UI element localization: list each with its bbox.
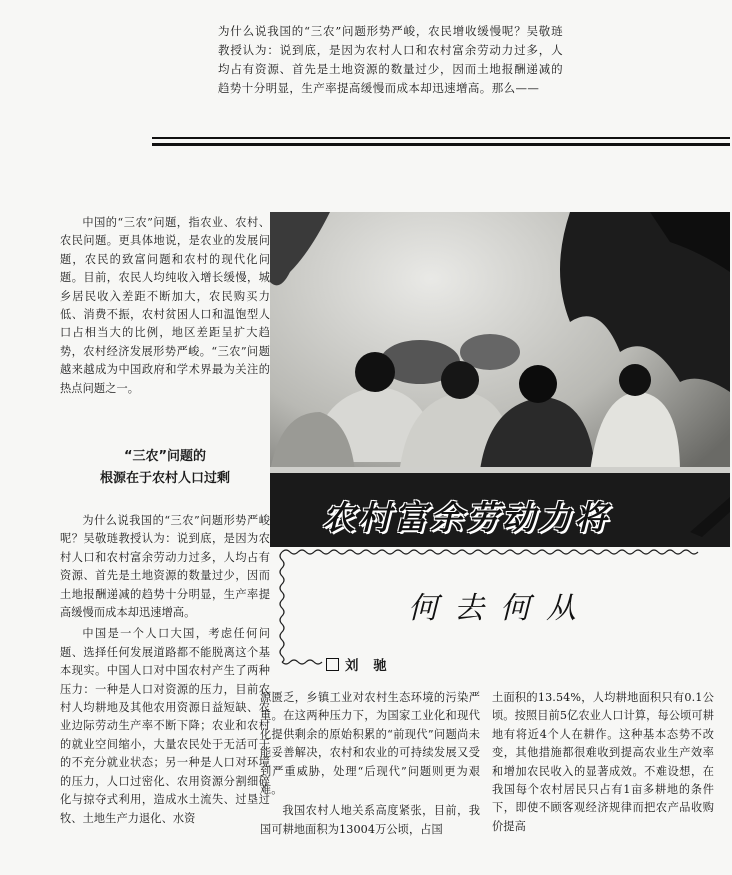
author-name: 刘 驰 [345,658,392,674]
right-body-column [492,689,714,836]
lead-rule-bottom [152,143,730,146]
intro-column [60,214,270,398]
lead-rule-top [152,137,730,139]
section-heading-line1: “三农”问题的 [123,449,207,464]
right-continuation: 土面积的13.54%，人均耕地面积只有0.1公顷。按照目前5亿农业人口计算，每公顷可耕地有将近4个人在耕作。这种基本态势不改变，其他措施都很难收到提高农业生产效率和增加农民收入的显著成效。不难设想，在我国每个农村居民只占有1亩多耕地的条件下，即使不顾客观经济规律而把农产品收购价提高 [492,691,714,833]
middle-continuation: 源匮乏，乡镇工业对农村生态环境的污染严重。在这两种压力下，为国家工业化和现代化提供剩余的原始积累的“前现代”问题尚未能妥善解决，农村和农业的可持续发展又受到严重威胁，处理“后现代”问题则更为艰难。 [260,691,480,797]
article-title-line2: 何去何从 [408,591,592,626]
left-body-column [60,512,270,828]
middle-paragraph: 我国农村人地关系高度紧张，目前，我国可耕地面积为13004万公顷，占国 [260,804,480,836]
article-title-line1: 农村富余劳动力将 [322,498,610,537]
body-paragraph-2: 为什么说我国的“三农”问题形势严峻呢？吴敬琏教授认为：说到底，是因为农村人口和农村富余劳动力过多，人均占有资源、首先是土地资源的数量过少，因而土地报酬递减的趋势十分明显，生产率提高缓慢而成本却迅速增高。 [60,514,270,620]
lead-paragraph: 为什么说我国的“三农”问题形势严峻，农民增收缓慢呢？吴敬琏教授认为：说到底，是因为农村人口和农村富余劳动力过多，人均占有资源、首先是土地资源的数量过少，因而土地报酬递减的趋势十分明显，生产率提高缓慢而成本却迅速增高。那么—— [218,24,563,95]
middle-body-column [260,689,480,839]
author-byline [326,654,392,674]
intro-paragraph: 中国的“三农”问题，指农业、农村、农民问题。更具体地说，是农业的发展问题，农民的致富问题和农村的现代化问题。目前，农民人均纯收入增长缓慢，城乡居民收入差距不断加大，农民购买力低、消费不振，农村贫困人口和温饱型人口占相当大的比例，地区差距呈扩大趋势，农村经济发展形势严峻。“三农”问题越来越成为中国政府和学术界最为关注的热点问题之一。 [60,216,270,395]
section-heading-line2: 根源在于农村人口过剩 [99,471,230,486]
section-heading [60,446,270,490]
body-paragraph-3: 中国是一个人口大国，考虑任何问题、选择任何发展道路都不能脱离这个基本现实。中国人口对中国农村产生了两种压力：一种是人口对资源的压力，目前农村人均耕地及其他农用资源日益短缺、农业边际劳动生产率不断下降；农业和农村的就业空间缩小，大量农民处于无活可干的不充分就业状态；另一种是人口对环境的压力，人口过密化、农用资源分割细碎化与掠夺式利用，造成水土流失、过垦过牧、土地生产力退化、水资 [60,627,270,825]
author-box-icon [326,658,339,671]
